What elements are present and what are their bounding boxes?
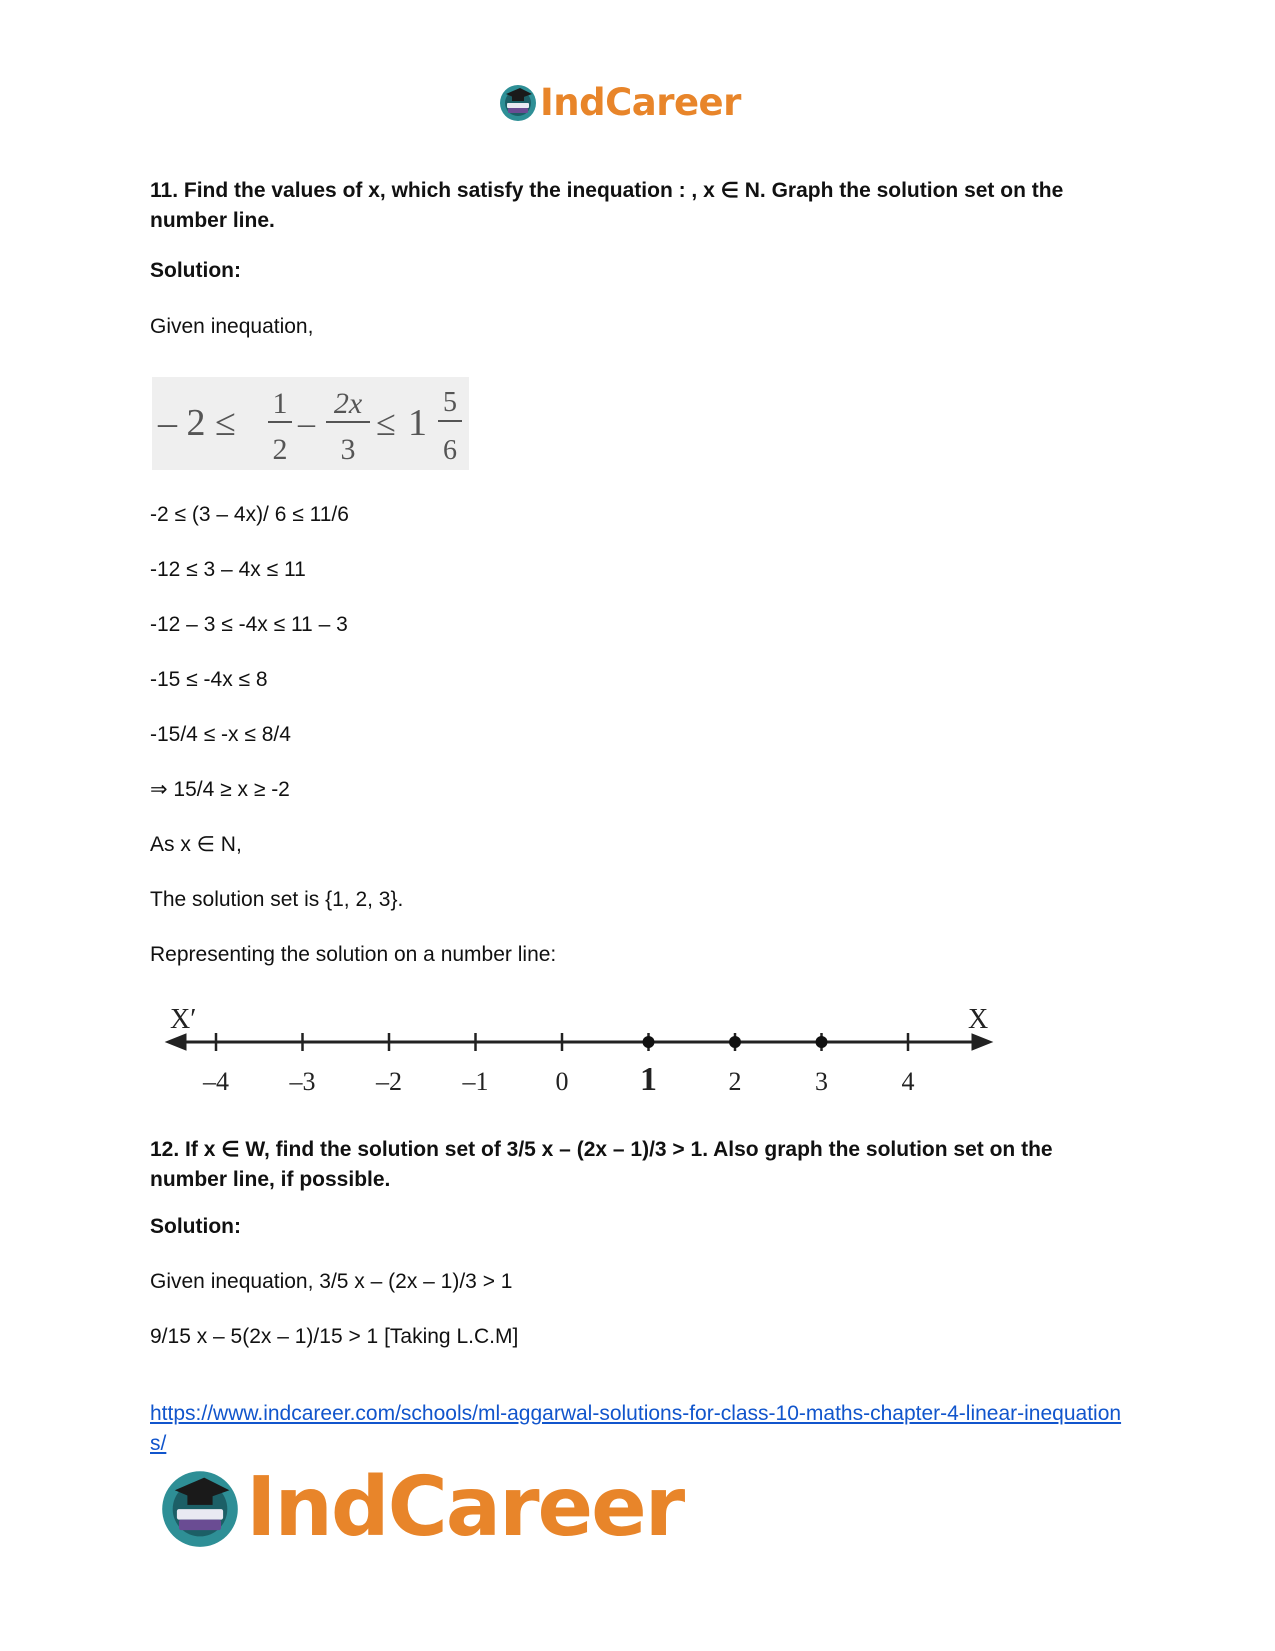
tick-label: 0 bbox=[555, 1067, 569, 1096]
given-label-11: Given inequation, bbox=[150, 315, 314, 338]
arrow-right-icon bbox=[972, 1034, 992, 1050]
step-11-6: ⇒ 15/4 ≥ x ≥ -2 bbox=[150, 778, 290, 801]
step-11-1: -2 ≤ (3 – 4x)/ 6 ≤ 11/6 bbox=[150, 503, 349, 526]
math-frac1-num: 1 bbox=[272, 387, 288, 420]
question-11: 11. Find the values of x, which satisfy the inequation : , x ∈ N. Graph the solution set on the number line. bbox=[150, 179, 1064, 232]
axis-left-label: X′ bbox=[170, 1004, 197, 1035]
step-11-2: -12 ≤ 3 – 4x ≤ 11 bbox=[150, 558, 306, 581]
solution-point bbox=[643, 1036, 655, 1048]
brand-name-footer: IndCareer bbox=[246, 1459, 684, 1555]
tick-label: 4 bbox=[901, 1067, 915, 1096]
step-12-2: 9/15 x – 5(2x – 1)/15 > 1 [Taking L.C.M] bbox=[150, 1325, 519, 1348]
solution-point bbox=[816, 1036, 828, 1048]
math-frac1-den: 2 bbox=[272, 433, 288, 466]
tick-label: 2 bbox=[728, 1067, 742, 1096]
brand-name: IndCareer bbox=[540, 80, 741, 124]
math-frac2-den: 3 bbox=[340, 433, 356, 466]
math-le: ≤ bbox=[376, 403, 396, 443]
arrow-left-icon bbox=[166, 1034, 186, 1050]
step-12-1: Given inequation, 3/5 x – (2x – 1)/3 > 1 bbox=[150, 1270, 513, 1293]
math-frac3-num: 5 bbox=[443, 387, 457, 418]
tick-label: 3 bbox=[815, 1067, 828, 1096]
step-11-3: -12 – 3 ≤ -4x ≤ 11 – 3 bbox=[150, 613, 348, 636]
step-11-4: -15 ≤ -4x ≤ 8 bbox=[150, 668, 268, 691]
inequation-svg bbox=[152, 377, 469, 470]
tick-label: –3 bbox=[289, 1067, 316, 1096]
number-line-caption: Representing the solution on a number line: bbox=[150, 943, 557, 966]
solution-label-12: Solution: bbox=[150, 1215, 241, 1238]
indcareer-logo-bottom bbox=[158, 1459, 684, 1555]
math-whole: 1 bbox=[408, 402, 427, 444]
indcareer-logo-top bbox=[498, 80, 741, 124]
math-minus: – bbox=[298, 405, 315, 442]
tick-label: –4 bbox=[203, 1067, 229, 1096]
number-line bbox=[160, 1002, 1000, 1106]
tick-label: 1 bbox=[640, 1061, 657, 1098]
math-frac3-den: 6 bbox=[443, 435, 457, 466]
tick-label: –2 bbox=[376, 1067, 402, 1096]
graduation-books-icon bbox=[498, 82, 538, 122]
step-11-5: -15/4 ≤ -x ≤ 8/4 bbox=[150, 723, 291, 746]
inequation-image bbox=[152, 377, 469, 470]
tick-label: –1 bbox=[462, 1067, 489, 1096]
source-link[interactable]: https://www.indcareer.com/schools/ml-aggarwal-solutions-for-class-10-maths-chapter-4-linear-inequations/ bbox=[150, 1402, 1122, 1455]
solution-point bbox=[729, 1036, 741, 1048]
math-lhs: – 2 ≤ bbox=[158, 402, 236, 444]
solution-set-11: The solution set is {1, 2, 3}. bbox=[150, 888, 404, 911]
solution-label-11: Solution: bbox=[150, 259, 241, 282]
math-frac2-num: 2x bbox=[333, 387, 363, 420]
question-12: 12. If x ∈ W, find the solution set of 3/5 x – (2x – 1)/3 > 1. Also graph the solution set on the number line, if possible. bbox=[150, 1138, 1053, 1191]
graduation-books-icon bbox=[158, 1465, 242, 1549]
step-11-7: As x ∈ N, bbox=[150, 833, 242, 856]
axis-right-label: X bbox=[968, 1004, 989, 1035]
